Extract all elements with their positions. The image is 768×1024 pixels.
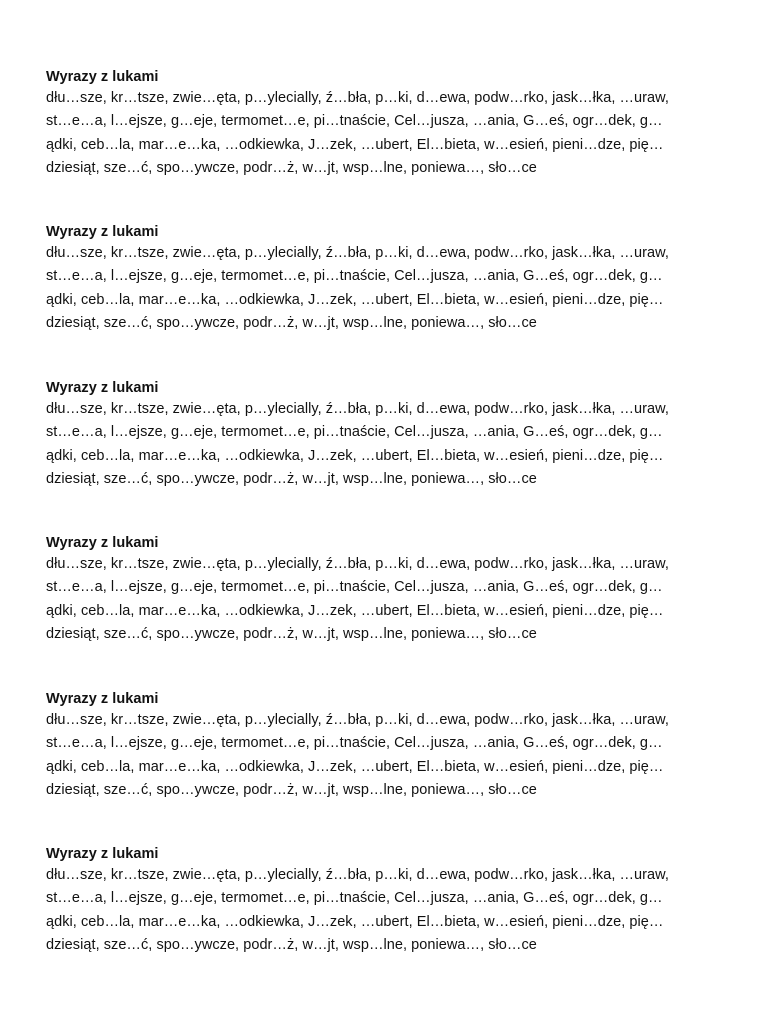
exercise-title: Wyrazy z lukami (46, 535, 159, 551)
exercise-line: ądki, ceb…la, mar…e…ka, …odkiewka, J…zek, …ubert, El…bieta, w…esień, pieni…dze, pię… (46, 291, 664, 308)
exercise-title: Wyrazy z lukami (46, 224, 159, 240)
exercise-line: st…e…a, l…ejsze, g…eje, termomet…e, pi…tnaście, Cel…jusza, …ania, G…eś, ogr…dek, g… (46, 890, 663, 907)
exercise-block (46, 844, 726, 957)
exercise-line: dziesiąt, sze…ć, spo…ywcze, podr…ż, w…jt, wsp…lne, poniewa…, sło…ce (46, 470, 537, 487)
exercise-line: ądki, ceb…la, mar…e…ka, …odkiewka, J…zek, …ubert, El…bieta, w…esień, pieni…dze, pię… (46, 913, 664, 930)
exercise-line: dziesiąt, sze…ć, spo…ywcze, podr…ż, w…jt, wsp…lne, poniewa…, sło…ce (46, 625, 537, 642)
exercise-line: st…e…a, l…ejsze, g…eje, termomet…e, pi…tnaście, Cel…jusza, …ania, G…eś, ogr…dek, g… (46, 424, 663, 441)
exercise-block (46, 378, 726, 491)
exercise-line: st…e…a, l…ejsze, g…eje, termomet…e, pi…tnaście, Cel…jusza, …ania, G…eś, ogr…dek, g… (46, 579, 663, 596)
exercise-line: dłu…sze, kr…tsze, zwie…ęta, p…ylecially, ź…bła, p…ki, d…ewa, podw…rko, jask…łka, …uraw, (46, 245, 669, 261)
exercise-line: dziesiąt, sze…ć, spo…ywcze, podr…ż, w…jt, wsp…lne, poniewa…, sło…ce (46, 936, 537, 953)
exercise-line: dłu…sze, kr…tsze, zwie…ęta, p…ylecially, ź…bła, p…ki, d…ewa, podw…rko, jask…łka, …uraw, (46, 401, 669, 417)
exercise-block (46, 533, 726, 646)
exercise-line: ądki, ceb…la, mar…e…ka, …odkiewka, J…zek, …ubert, El…bieta, w…esień, pieni…dze, pię… (46, 447, 664, 464)
exercise-line: dziesiąt, sze…ć, spo…ywcze, podr…ż, w…jt, wsp…lne, poniewa…, sło…ce (46, 314, 537, 331)
exercise-line: ądki, ceb…la, mar…e…ka, …odkiewka, J…zek, …ubert, El…bieta, w…esień, pieni…dze, pię… (46, 758, 664, 775)
exercise-line: st…e…a, l…ejsze, g…eje, termomet…e, pi…tnaście, Cel…jusza, …ania, G…eś, ogr…dek, g… (46, 268, 663, 285)
exercise-title: Wyrazy z lukami (46, 69, 159, 85)
exercise-line: dłu…sze, kr…tsze, zwie…ęta, p…ylecially, ź…bła, p…ki, d…ewa, podw…rko, jask…łka, …uraw, (46, 712, 669, 728)
exercise-block (46, 67, 726, 180)
exercise-title: Wyrazy z lukami (46, 380, 159, 396)
exercise-line: dłu…sze, kr…tsze, zwie…ęta, p…ylecially, ź…bła, p…ki, d…ewa, podw…rko, jask…łka, …uraw, (46, 556, 669, 572)
exercise-line: ądki, ceb…la, mar…e…ka, …odkiewka, J…zek, …ubert, El…bieta, w…esień, pieni…dze, pię… (46, 602, 664, 619)
exercise-title: Wyrazy z lukami (46, 691, 159, 707)
exercise-line: dłu…sze, kr…tsze, zwie…ęta, p…ylecially, ź…bła, p…ki, d…ewa, podw…rko, jask…łka, …uraw, (46, 867, 669, 883)
exercise-line: ądki, ceb…la, mar…e…ka, …odkiewka, J…zek, …ubert, El…bieta, w…esień, pieni…dze, pię… (46, 136, 664, 153)
exercise-block (46, 689, 726, 802)
exercise-line: st…e…a, l…ejsze, g…eje, termomet…e, pi…tnaście, Cel…jusza, …ania, G…eś, ogr…dek, g… (46, 113, 663, 130)
exercise-line: dłu…sze, kr…tsze, zwie…ęta, p…ylecially, ź…bła, p…ki, d…ewa, podw…rko, jask…łka, …uraw, (46, 90, 669, 106)
exercise-line: st…e…a, l…ejsze, g…eje, termomet…e, pi…tnaście, Cel…jusza, …ania, G…eś, ogr…dek, g… (46, 735, 663, 752)
exercise-title: Wyrazy z lukami (46, 846, 159, 862)
exercise-line: dziesiąt, sze…ć, spo…ywcze, podr…ż, w…jt, wsp…lne, poniewa…, sło…ce (46, 781, 537, 798)
exercise-line: dziesiąt, sze…ć, spo…ywcze, podr…ż, w…jt, wsp…lne, poniewa…, sło…ce (46, 159, 537, 176)
exercise-block (46, 222, 726, 335)
